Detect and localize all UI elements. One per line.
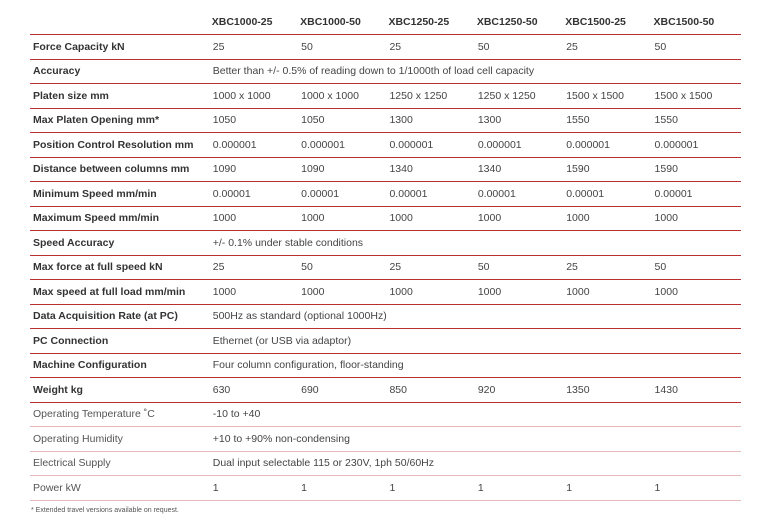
table-row: [30, 157, 741, 182]
row-label: PC Connection: [30, 329, 211, 354]
row-value: 1000: [564, 206, 652, 231]
row-value: 1300: [476, 108, 564, 133]
column-header: XBC1000-50: [299, 10, 387, 35]
row-label: Electrical Supply: [30, 451, 211, 476]
row-value: 1: [387, 476, 475, 501]
row-value: 0.000001: [299, 133, 387, 158]
table-row: [30, 206, 741, 231]
row-value: 1590: [653, 157, 741, 182]
row-value: 1500 x 1500: [564, 84, 652, 109]
row-value-span: Dual input selectable 115 or 230V, 1ph 50/60Hz: [211, 451, 741, 476]
row-value: 50: [476, 255, 564, 280]
row-label: Operating Humidity: [30, 427, 211, 452]
table-row: [30, 353, 741, 378]
table-row: [30, 304, 741, 329]
row-label: Force Capacity kN: [30, 35, 211, 60]
row-value: 25: [387, 35, 475, 60]
table-row: [30, 59, 741, 84]
row-value: 0.000001: [564, 133, 652, 158]
row-value-span: +/- 0.1% under stable conditions: [211, 231, 741, 256]
row-value: 1000: [299, 280, 387, 305]
footnote: * Extended travel versions available on request.: [31, 507, 179, 514]
column-header: XBC1250-25: [387, 10, 475, 35]
row-value: 1550: [653, 108, 741, 133]
table-row: [30, 35, 741, 60]
row-value: 630: [211, 378, 299, 403]
table-row: [30, 231, 741, 256]
row-value: 25: [387, 255, 475, 280]
row-value: 25: [211, 35, 299, 60]
row-label: Platen size mm: [30, 84, 211, 109]
column-header: XBC1250-50: [476, 10, 564, 35]
row-value: 1000 x 1000: [211, 84, 299, 109]
row-value: 1000: [387, 206, 475, 231]
row-value: 1250 x 1250: [476, 84, 564, 109]
table-row: [30, 378, 741, 403]
row-value-span: -10 to +40: [211, 402, 741, 427]
table-row: [30, 182, 741, 207]
row-label: Weight kg: [30, 378, 211, 403]
table-row: [30, 329, 741, 354]
row-value: 0.00001: [653, 182, 741, 207]
table-row: [30, 476, 741, 501]
row-value: 1250 x 1250: [387, 84, 475, 109]
table-row: [30, 255, 741, 280]
row-label: Max speed at full load mm/min: [30, 280, 211, 305]
column-header: XBC1500-25: [564, 10, 652, 35]
row-value: 1000 x 1000: [299, 84, 387, 109]
row-value: 1000: [211, 206, 299, 231]
spec-body: [30, 35, 741, 501]
row-value: 50: [299, 255, 387, 280]
row-value: 0.00001: [211, 182, 299, 207]
table-row: [30, 84, 741, 109]
row-value: 1340: [476, 157, 564, 182]
row-value: 1000: [476, 206, 564, 231]
row-value: 1300: [387, 108, 475, 133]
table-row: [30, 427, 741, 452]
row-value: 1000: [653, 280, 741, 305]
table-row: [30, 133, 741, 158]
row-value: 0.000001: [211, 133, 299, 158]
row-value: 920: [476, 378, 564, 403]
row-value-span: 500Hz as standard (optional 1000Hz): [211, 304, 741, 329]
row-value: 0.000001: [387, 133, 475, 158]
row-value: 1050: [211, 108, 299, 133]
row-value: 1: [476, 476, 564, 501]
row-value-span: Four column configuration, floor-standing: [211, 353, 741, 378]
row-value: 0.00001: [387, 182, 475, 207]
row-label: Maximum Speed mm/min: [30, 206, 211, 231]
row-value: 1090: [299, 157, 387, 182]
row-label: Minimum Speed mm/min: [30, 182, 211, 207]
table-row: [30, 108, 741, 133]
row-value: 50: [476, 35, 564, 60]
row-value: 0.000001: [476, 133, 564, 158]
row-value: 1: [564, 476, 652, 501]
row-value: 1000: [476, 280, 564, 305]
row-label: Max force at full speed kN: [30, 255, 211, 280]
table-row: [30, 280, 741, 305]
row-value-span: Better than +/- 0.5% of reading down to 1/1000th of load cell capacity: [211, 59, 741, 84]
row-label: Max Platen Opening mm*: [30, 108, 211, 133]
row-value: 0.00001: [299, 182, 387, 207]
row-value: 1050: [299, 108, 387, 133]
row-value: 25: [564, 255, 652, 280]
row-value: 1000: [653, 206, 741, 231]
row-value: 1: [211, 476, 299, 501]
row-value: 0.000001: [653, 133, 741, 158]
row-label: Data Acquisition Rate (at PC): [30, 304, 211, 329]
row-value: 25: [211, 255, 299, 280]
column-header: XBC1000-25: [211, 10, 299, 35]
spec-table: [30, 10, 741, 501]
row-value: 1340: [387, 157, 475, 182]
row-value: 850: [387, 378, 475, 403]
row-value: 50: [653, 255, 741, 280]
row-value: 1350: [564, 378, 652, 403]
row-value-span: +10 to +90% non-condensing: [211, 427, 741, 452]
row-value-span: Ethernet (or USB via adaptor): [211, 329, 741, 354]
row-value: 25: [564, 35, 652, 60]
row-value: 1550: [564, 108, 652, 133]
row-value: 50: [653, 35, 741, 60]
row-value: 690: [299, 378, 387, 403]
row-value: 1500 x 1500: [653, 84, 741, 109]
header-row: [30, 10, 741, 35]
row-value: 1000: [564, 280, 652, 305]
row-label: Machine Configuration: [30, 353, 211, 378]
row-label: Speed Accuracy: [30, 231, 211, 256]
row-value: 50: [299, 35, 387, 60]
row-value: 1000: [387, 280, 475, 305]
row-value: 1: [653, 476, 741, 501]
table-row: [30, 451, 741, 476]
column-header: XBC1500-50: [653, 10, 741, 35]
row-value: 1000: [211, 280, 299, 305]
row-label: Accuracy: [30, 59, 211, 84]
row-value: 1590: [564, 157, 652, 182]
row-value: 1090: [211, 157, 299, 182]
row-label: Distance between columns mm: [30, 157, 211, 182]
row-label: Power kW: [30, 476, 211, 501]
row-label: Operating Temperature ˚C: [30, 402, 211, 427]
row-value: 1000: [299, 206, 387, 231]
row-value: 1: [299, 476, 387, 501]
row-value: 0.00001: [476, 182, 564, 207]
row-value: 0.00001: [564, 182, 652, 207]
row-value: 1430: [653, 378, 741, 403]
column-header: [30, 10, 211, 35]
row-label: Position Control Resolution mm: [30, 133, 211, 158]
table-row: [30, 402, 741, 427]
